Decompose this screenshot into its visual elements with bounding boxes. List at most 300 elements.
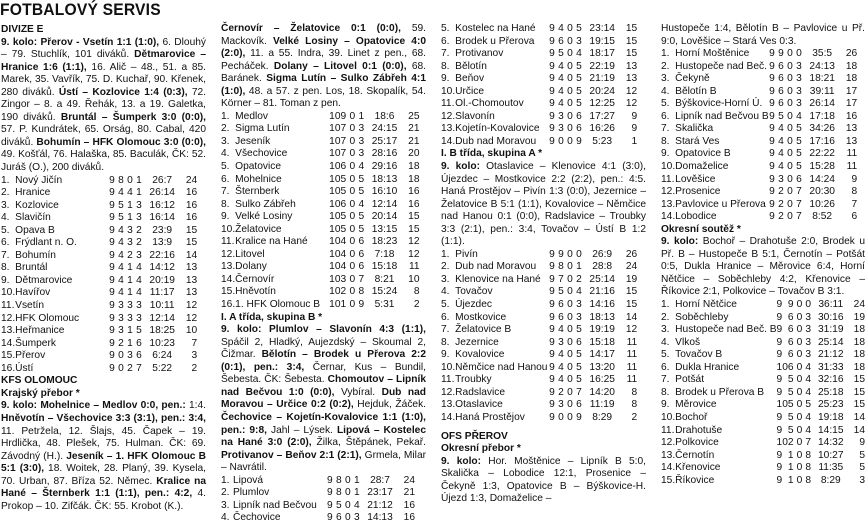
cell-wins: 6 xyxy=(340,198,347,210)
cell-draws: 0 xyxy=(345,512,351,524)
cell-wins: 3 xyxy=(118,312,124,324)
cell-draws: 0 xyxy=(796,361,803,373)
cell-wins: 5 xyxy=(778,110,784,122)
cell-team: Bělotín xyxy=(455,60,487,72)
cell-rank: 2. xyxy=(221,123,230,135)
cell-played: 10 xyxy=(776,437,788,449)
cell-wins: 0 xyxy=(118,350,124,362)
table-row xyxy=(441,249,637,262)
cell-losses: 5 xyxy=(805,399,812,411)
cell-score: 31:33 xyxy=(818,361,844,373)
cell-team: Čekyně xyxy=(675,73,710,85)
cell-score: 19:18 xyxy=(818,411,844,423)
cell-played: 9 xyxy=(109,350,115,362)
cell-played: 10 xyxy=(329,299,341,311)
cell-points: 18 xyxy=(845,60,858,72)
cell-team: Heřmanice xyxy=(15,325,65,337)
cell-rank: 7. xyxy=(441,324,450,336)
cell-draws: 0 xyxy=(796,349,803,361)
match-detail: 48. a 57. z pen. Los, 18. Skopalík, 54. Körner – 81. Toman z pen. xyxy=(221,85,426,110)
match-detail: 18. Woitek, 28. Planý, 39. Kysela, 70. Urban, 87. Bříza 52. Němec. xyxy=(1,463,206,487)
cell-points: 12 xyxy=(625,98,638,110)
cell-points: 9 xyxy=(631,110,638,122)
table-row xyxy=(221,211,420,224)
cell-draws: 0 xyxy=(345,474,351,486)
cell-team: Křenovice xyxy=(675,462,721,474)
cell-points: 11 xyxy=(626,361,638,373)
cell-played: 10 xyxy=(329,261,341,273)
cell-team: Litovel xyxy=(235,248,265,260)
cell-rank: 6. xyxy=(1,237,10,249)
cell-points: 15 xyxy=(185,224,198,236)
cell-losses: 8 xyxy=(358,286,365,298)
cell-played: 9 xyxy=(769,60,775,72)
cell-score: 20:14 xyxy=(371,211,398,223)
cell-score: 21:12 xyxy=(367,499,393,511)
cell-wins: 9 xyxy=(778,48,784,60)
cell-rank: 12. xyxy=(661,437,676,449)
cell-rank: 14. xyxy=(441,135,456,147)
cell-losses: 3 xyxy=(354,512,360,524)
cell-played: 9 xyxy=(769,110,775,122)
cell-draws: 0 xyxy=(567,23,573,34)
table-row xyxy=(221,274,420,287)
table-row xyxy=(221,111,420,124)
cell-draws: 0 xyxy=(349,236,356,248)
cell-wins: 8 xyxy=(336,487,342,499)
table-row xyxy=(221,224,420,237)
match-result-bold: Ústí – Kozlovice 1:4 (0:3), xyxy=(58,86,188,98)
cell-points: 12 xyxy=(625,85,638,97)
cell-rank: 8. xyxy=(1,262,10,274)
cell-draws: 4 xyxy=(127,187,133,199)
table-row xyxy=(441,274,637,287)
cell-rank: 8. xyxy=(661,135,670,147)
cell-score: 18:13 xyxy=(371,173,398,185)
cell-played: 9 xyxy=(109,312,115,324)
cell-draws: 0 xyxy=(567,135,573,147)
cell-rank: 8. xyxy=(221,198,230,210)
cell-losses: 3 xyxy=(805,311,812,323)
cell-rank: 12. xyxy=(221,248,236,260)
table-row xyxy=(661,186,857,199)
cell-wins: 3 xyxy=(558,336,564,348)
cell-wins: 5 xyxy=(340,186,347,198)
cell-draws: 0 xyxy=(349,211,356,223)
table-row xyxy=(661,86,857,99)
table-row xyxy=(441,61,637,74)
cell-team: Sulko Zábřeh xyxy=(235,198,296,210)
match-result-bold: Dub nad Moravou – Určice 0:2 (0:2), xyxy=(221,386,426,411)
cell-draws: 0 xyxy=(787,123,793,135)
cell-points: 15 xyxy=(625,48,638,60)
cell-wins: 4 xyxy=(558,85,564,97)
cell-points: 15 xyxy=(185,237,198,249)
cell-rank: 14. xyxy=(1,337,16,349)
cell-played: 9 xyxy=(769,98,775,110)
section-title-ofs-prerov: OFS PŘEROV xyxy=(441,430,508,442)
cell-score: 13:9 xyxy=(152,237,173,249)
cell-points: 15 xyxy=(853,386,865,398)
cell-team: Šternberk xyxy=(235,186,280,198)
table-row xyxy=(661,111,857,124)
cell-team: Lipník nad Bečvou B xyxy=(675,110,769,122)
cell-wins: 8 xyxy=(118,174,124,186)
table-row xyxy=(221,186,420,199)
cell-wins: 4 xyxy=(778,135,784,147)
cell-played: 10 xyxy=(329,161,341,173)
cell-wins: 3 xyxy=(558,123,564,135)
cell-score: 14:32 xyxy=(818,437,844,449)
cell-losses: 5 xyxy=(576,73,582,85)
cell-score: 22:16 xyxy=(149,249,175,261)
table-row xyxy=(661,337,865,350)
match-result-bold: Hněvotín – Všechovice 3:3 (3:1), pen.: 3:4, xyxy=(1,412,206,424)
cell-points: 21 xyxy=(408,135,420,147)
cell-losses: 3 xyxy=(576,299,582,311)
cell-draws: 0 xyxy=(567,336,573,348)
cell-points: 18 xyxy=(845,73,858,85)
cell-wins: 4 xyxy=(558,349,564,361)
cell-losses: 7 xyxy=(358,273,365,285)
cell-rank: 13. xyxy=(661,198,676,210)
column-2 xyxy=(221,23,426,525)
cell-draws: 0 xyxy=(567,399,573,411)
table-row xyxy=(441,136,637,149)
match-detail: 11. Petržela, 12. Šlajs, 45. Čapek – 19. Hrdlička, 48. Plešek, 75. Hulman. ČK: 69. Závodný (H.). xyxy=(1,425,206,462)
cell-rank: 5. xyxy=(1,224,10,236)
cell-played: 9 xyxy=(549,336,555,348)
cell-wins: 6 xyxy=(778,98,784,110)
table-row xyxy=(221,236,420,249)
cell-losses: 3 xyxy=(136,212,142,224)
cell-wins: 7 xyxy=(558,273,564,285)
cell-score: 26:14 xyxy=(149,187,175,199)
cell-score: 11:35 xyxy=(818,462,844,474)
cell-rank: 5. xyxy=(221,161,230,173)
cell-rank: 14. xyxy=(221,273,236,285)
table-row xyxy=(1,225,197,238)
cell-wins: 3 xyxy=(118,325,124,337)
cell-team: Troubky xyxy=(455,374,492,386)
table-row xyxy=(1,350,197,363)
cell-wins: 2 xyxy=(787,437,794,449)
cell-losses: 5 xyxy=(796,123,802,135)
cell-wins: 5 xyxy=(558,48,564,60)
cell-rank: 4. xyxy=(221,512,230,524)
cell-score: 10:23 xyxy=(149,337,175,349)
cell-wins: 4 xyxy=(778,161,784,173)
cell-points: 2 xyxy=(191,362,198,374)
cell-draws: 1 xyxy=(127,262,133,274)
cell-score: 39:11 xyxy=(809,85,835,97)
cell-wins: 5 xyxy=(118,212,124,224)
table-row xyxy=(661,437,865,450)
cell-points: 16 xyxy=(403,512,415,524)
cell-losses: 6 xyxy=(358,248,365,260)
table-row xyxy=(661,61,857,74)
cell-losses: 3 xyxy=(136,249,142,261)
cell-rank: 12. xyxy=(441,386,456,398)
cell-played: 9 xyxy=(769,135,775,147)
cell-team: Bochoř xyxy=(675,411,708,423)
cell-team: Čechovice xyxy=(233,512,281,524)
cell-score: 5:22 xyxy=(152,362,173,374)
cell-score: 20:24 xyxy=(589,85,615,97)
cell-losses: 6 xyxy=(796,173,802,185)
table-row xyxy=(1,338,197,351)
table-row xyxy=(1,250,197,263)
cell-team: Bohumín xyxy=(15,249,56,261)
cell-losses: 5 xyxy=(576,324,582,336)
match-result-bold: Sigma Lutín – Sulko Zábřeh 4:1 (1:0), xyxy=(221,73,426,97)
standings-table xyxy=(661,299,865,487)
cell-rank: 16. xyxy=(221,299,236,311)
cell-played: 9 xyxy=(776,299,783,311)
cell-played: 9 xyxy=(769,161,775,173)
cell-rank: 1. xyxy=(441,248,450,260)
cell-points: 15 xyxy=(625,286,638,298)
cell-points: 8 xyxy=(631,386,638,398)
cell-team: Šumperk xyxy=(15,337,56,349)
cell-losses: 3 xyxy=(136,312,142,324)
cell-played: 9 xyxy=(549,349,555,361)
cell-team: Černovír xyxy=(235,273,275,285)
cell-score: 14:24 xyxy=(809,173,835,185)
table-row xyxy=(441,73,637,86)
cell-points: 8 xyxy=(631,399,638,411)
cell-points: 9 xyxy=(631,123,638,135)
cell-losses: 9 xyxy=(576,135,582,147)
cell-team: Vsetín xyxy=(15,300,45,312)
table-row xyxy=(1,262,197,275)
table-row xyxy=(441,337,637,350)
cell-draws: 0 xyxy=(349,261,356,273)
cell-points: 16 xyxy=(408,198,420,210)
cell-draws: 0 xyxy=(349,299,356,311)
cell-played: 9 xyxy=(776,374,783,386)
cell-losses: 9 xyxy=(358,299,365,311)
cell-points: 6 xyxy=(851,211,858,223)
cell-wins: 1 xyxy=(340,299,347,311)
cell-played: 10 xyxy=(329,223,341,235)
cell-played: 10 xyxy=(329,123,341,135)
cell-draws: 0 xyxy=(567,261,573,273)
cell-team: Horní Nětčice xyxy=(675,299,737,311)
cell-played: 9 xyxy=(109,212,115,224)
cell-played: 9 xyxy=(109,187,115,199)
cell-losses: 5 xyxy=(358,223,365,235)
cell-losses: 1 xyxy=(358,110,365,122)
cell-wins: 6 xyxy=(787,361,794,373)
cell-played: 10 xyxy=(329,286,341,298)
cell-draws: 0 xyxy=(796,449,803,461)
cell-played: 9 xyxy=(549,286,555,298)
cell-losses: 4 xyxy=(354,499,360,511)
cell-wins: 5 xyxy=(340,211,347,223)
cell-losses: 8 xyxy=(805,449,812,461)
cell-points: 18 xyxy=(853,336,865,348)
cell-team: Pavlovice u Přerova xyxy=(675,198,766,210)
cell-wins: 4 xyxy=(558,60,564,72)
cell-points: 26 xyxy=(625,248,638,260)
cell-losses: 5 xyxy=(358,186,365,198)
cell-score: 18:25 xyxy=(149,325,175,337)
cell-played: 9 xyxy=(549,261,555,273)
cell-points: 13 xyxy=(625,60,638,72)
cell-score: 5:31 xyxy=(374,299,395,311)
cell-played: 9 xyxy=(549,361,555,373)
cell-points: 14 xyxy=(185,249,198,261)
table-row xyxy=(221,174,420,187)
cell-team: Pivín xyxy=(455,248,478,260)
cell-score: 11:17 xyxy=(149,287,175,299)
cell-points: 24 xyxy=(853,299,865,311)
cell-draws: 0 xyxy=(787,85,793,97)
cell-score: 25:14 xyxy=(818,336,844,348)
cell-played: 10 xyxy=(329,236,341,248)
table-row xyxy=(441,412,637,425)
cell-wins: 0 xyxy=(118,362,124,374)
cell-points: 21 xyxy=(403,487,415,499)
cell-team: Haná Prostějov xyxy=(455,411,525,423)
cell-rank: 12. xyxy=(661,186,676,198)
table-row xyxy=(1,313,197,326)
cell-team: Ol.-Chomoutov xyxy=(455,98,524,110)
table-row xyxy=(441,349,637,362)
cell-draws: 2 xyxy=(127,362,133,374)
cell-points: 14 xyxy=(853,424,865,436)
cell-played: 9 xyxy=(549,98,555,110)
cell-rank: 7. xyxy=(661,374,670,386)
match-detail: 4. Prokop – 10. Zifčák. ČK: 55. Krobot (K.). xyxy=(1,488,206,512)
cell-draws: 0 xyxy=(796,474,803,486)
table-row xyxy=(441,387,637,400)
cell-points: 16 xyxy=(403,499,415,511)
cell-score: 28:16 xyxy=(371,148,398,160)
cell-score: 35:5 xyxy=(812,48,833,60)
cell-team: Hněvotín xyxy=(235,286,276,298)
match-detail: Černar, Kus – Bundil, Šebesta. ČK: Šebesta. xyxy=(221,361,426,386)
standings-table xyxy=(221,111,420,312)
cell-team: Kralice na Hané xyxy=(235,236,308,248)
cell-wins: 1 xyxy=(787,462,794,474)
table-row xyxy=(221,286,420,299)
cell-team: Opatovice B xyxy=(675,148,731,160)
cell-losses: 5 xyxy=(796,135,802,147)
cell-draws: 2 xyxy=(127,249,133,261)
cell-played: 9 xyxy=(549,123,555,135)
cell-team: Kostelec na Hané xyxy=(455,23,536,34)
cell-losses: 4 xyxy=(136,274,142,286)
cell-losses: 8 xyxy=(805,462,812,474)
cell-team: 1. HFK Olomouc B xyxy=(235,299,321,311)
cell-draws: 0 xyxy=(567,286,573,298)
cell-played: 9 xyxy=(327,512,333,524)
cell-wins: 4 xyxy=(778,148,784,160)
cell-losses: 6 xyxy=(576,399,582,411)
cell-losses: 5 xyxy=(576,23,582,34)
table-row xyxy=(441,48,637,61)
cell-points: 13 xyxy=(845,135,858,147)
cell-rank: 3. xyxy=(661,324,670,336)
cell-draws: 0 xyxy=(349,248,356,260)
cell-draws: 0 xyxy=(349,173,356,185)
cell-team: Újezdec xyxy=(455,299,492,311)
cell-score: 26:7 xyxy=(152,174,173,186)
cell-rank: 6. xyxy=(441,35,450,47)
cell-draws: 0 xyxy=(796,336,803,348)
cell-losses: 4 xyxy=(805,411,812,423)
cell-team: Lipová xyxy=(233,474,264,486)
cell-team: Bělotín B xyxy=(675,85,717,97)
cell-rank: 10. xyxy=(661,411,676,423)
table-row xyxy=(221,161,420,174)
cell-played: 9 xyxy=(549,23,555,34)
standings-table xyxy=(441,23,637,148)
cell-played: 9 xyxy=(549,374,555,386)
match-detail: Vybíral. xyxy=(334,386,382,398)
cell-score: 31:19 xyxy=(818,324,844,336)
table-row xyxy=(661,199,857,212)
cell-draws: 3 xyxy=(127,350,133,362)
cell-points: 12 xyxy=(625,324,638,336)
page-title: FOTBALOVÝ SERVIS xyxy=(0,0,161,19)
cell-points: 2 xyxy=(413,299,420,311)
cell-points: 11 xyxy=(626,374,638,386)
cell-team: Kovalovice xyxy=(455,349,505,361)
cell-draws: 0 xyxy=(567,349,573,361)
cell-points: 10 xyxy=(408,273,420,285)
cell-score: 5:23 xyxy=(592,135,613,147)
section-title-divize-e: DIVIZE E xyxy=(1,24,44,35)
cell-rank: 6. xyxy=(221,173,230,185)
cell-team: Měrovice xyxy=(675,399,717,411)
cell-played: 9 xyxy=(769,85,775,97)
cell-draws: 0 xyxy=(787,148,793,160)
cell-played: 9 xyxy=(769,173,775,185)
table-row xyxy=(441,36,637,49)
cell-points: 2 xyxy=(631,411,638,423)
cell-played: 9 xyxy=(109,174,115,186)
cell-team: Vlkoš xyxy=(675,336,701,348)
cell-team: Všechovice xyxy=(235,148,288,160)
cell-played: 9 xyxy=(549,411,555,423)
cell-wins: 2 xyxy=(118,337,124,349)
cell-points: 16 xyxy=(185,187,198,199)
match-result-bold: Jeseník – 1. HFK Olomouc B 5:1 (3:0), xyxy=(1,450,206,475)
cell-points: 9 xyxy=(859,437,865,449)
cell-draws: 0 xyxy=(349,110,356,122)
cell-rank: 10. xyxy=(441,85,456,97)
match-result-bold: 9. kolo: xyxy=(661,236,699,248)
cell-wins: 4 xyxy=(118,187,124,199)
cell-team: Dětmarovice xyxy=(15,274,73,286)
match-result-bold: Dětmarovice – Hranice 1:6 (1:1), xyxy=(1,49,206,73)
cell-played: 9 xyxy=(549,248,555,260)
cell-score: 19:15 xyxy=(589,35,615,47)
cell-played: 9 xyxy=(776,324,783,336)
cell-played: 9 xyxy=(776,449,783,461)
cell-played: 9 xyxy=(327,487,333,499)
cell-draws: 0 xyxy=(349,198,356,210)
cell-rank: 1. xyxy=(661,299,670,311)
cell-losses: 4 xyxy=(796,110,802,122)
match-detail: Grmela, Milar – Navrátil. xyxy=(221,449,426,474)
results-paragraph xyxy=(221,23,426,111)
cell-played: 9 xyxy=(769,48,775,60)
cell-score: 16:14 xyxy=(149,212,175,224)
